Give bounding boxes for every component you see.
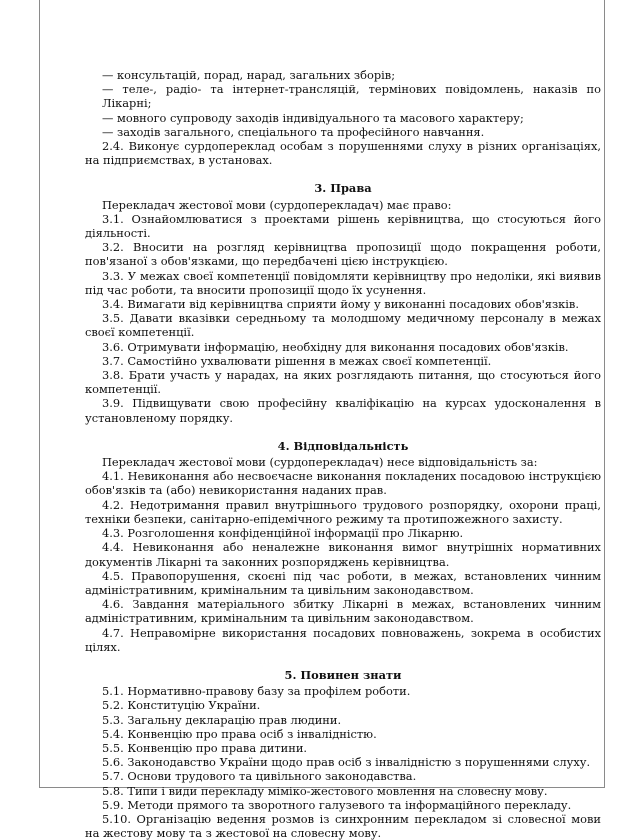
list-item: — теле-, радіо- та інтернет-трансляцій, термінових повідомлень, наказів по Лікарні; [102, 82, 601, 111]
section-title: 5. Повинен знати [284, 667, 402, 682]
list-item: — мовного супроводу заходів індивідуального та масового характеру; [102, 110, 524, 125]
section-intro: Перекладач жестової мови (сурдоперекладач) несе відповідальність за: [102, 455, 538, 470]
list-item: 4.5. Правопорушення, скоєні під час роботи, в межах, встановлених чинним адміністративним, кримінальним та цивільним законодавством. [85, 568, 601, 597]
list-item: 4.7. Неправомірне використання посадових повноважень, зокрема в особистих цілях. [85, 625, 601, 654]
list-item: 3.9. Підвищувати свою професійну кваліфікацію на курсах удосконалення в установленому порядку. [85, 396, 601, 425]
list-item: 4.4. Невиконання або неналежне виконання вимог внутрішніх нормативних документів Лікарні та законних розпоряджень керівництва. [85, 540, 601, 569]
list-item: 3.4. Вимагати від керівництва сприяти йому у виконанні посадових обов'язків. [102, 297, 579, 312]
list-item: 5.9. Методи прямого та зворотного галузевого та інформаційного перекладу. [102, 797, 572, 812]
list-item: 5.3. Загальну декларацію прав людини. [102, 712, 342, 727]
list-item: 3.2. Вносити на розгляд керівництва пропозиції щодо покращення роботи, пов'язаної з обов'язками, що передбачені цією інструкцією. [85, 240, 601, 269]
section-responsibility [85, 439, 601, 654]
list-item: 5.7. Основи трудового та цивільного законодавства. [102, 769, 417, 784]
list-item: 5.10. Організацію ведення розмов із синхронним перекладом зі словесної мови на жестову мову та з жестової на словесну мову. [85, 811, 601, 840]
list-item: 4.3. Розголошення конфіденційної інформації про Лікарню. [102, 526, 464, 541]
paragraph-2-4: 2.4. Виконує сурдопереклад особам з порушеннями слуху в різних організаціях, на підприємствах, в установах. [85, 139, 601, 168]
list-item: — консультацій, порад, нарад, загальних зборів; [102, 68, 396, 82]
list-item: 5.5. Конвенцію про права дитини. [102, 740, 308, 755]
list-item: 3.6. Отримувати інформацію, необхідну для виконання посадових обов'язків. [102, 339, 569, 354]
section-title: 3. Права [314, 181, 372, 196]
list-item: 5.6. Законодавство України щодо прав осіб з інвалідністю з порушеннями слуху. [102, 755, 591, 770]
section-rights [85, 181, 601, 424]
list-item: 3.7. Самостійно ухвалювати рішення в межах своєї компетенції. [102, 353, 492, 368]
list-item: 3.5. Давати вказівки середньому та молодшому медичному персоналу в межах своєї компетенції. [85, 311, 601, 340]
list-item: — заходів загального, спеціального та професійного навчання. [102, 124, 485, 139]
list-item: 3.1. Ознайомлюватися з проектами рішень керівництва, що стосуються його діяльності. [85, 211, 601, 241]
section-must-know [85, 668, 601, 840]
list-item: 3.8. Брати участь у нарадах, на яких розглядають питання, що стосуються його компетенції. [85, 368, 601, 397]
list-item: 5.2. Конституцію України. [102, 698, 261, 713]
list-item: 5.4. Конвенцію про права осіб з інвалідністю. [102, 726, 377, 741]
list-item: 3.3. У межах своєї компетенції повідомляти керівництву про недоліки, які виявив під час роботи, та вносити пропозиції щодо їх усунення. [85, 268, 601, 297]
list-item: 4.6. Завдання матеріального збитку Лікарні в межах, встановлених чинним адміністративним, кримінальним та цивільним законодавством. [85, 597, 601, 626]
document-body [85, 68, 601, 840]
list-item: 4.2. Недотримання правил внутрішнього трудового розпорядку, охорони праці, техніки безпеки, санітарно-епідемічного режиму та протипожежного захисту. [85, 497, 601, 526]
list-item: 5.1. Нормативно-правову базу за профілем роботи. [102, 684, 411, 699]
list-item: 5.8. Типи і види перекладу міміко-жестового мовлення на словесну мову. [102, 783, 548, 798]
section-title: 4. Відповідальність [277, 438, 409, 453]
section-intro: Перекладач жестової мови (сурдоперекладач) має право: [102, 197, 452, 212]
list-item: 4.1. Невиконання або несвоєчасне виконання покладених посадовою інструкцією обов'язків та (або) невикористання наданих прав. [85, 469, 601, 498]
